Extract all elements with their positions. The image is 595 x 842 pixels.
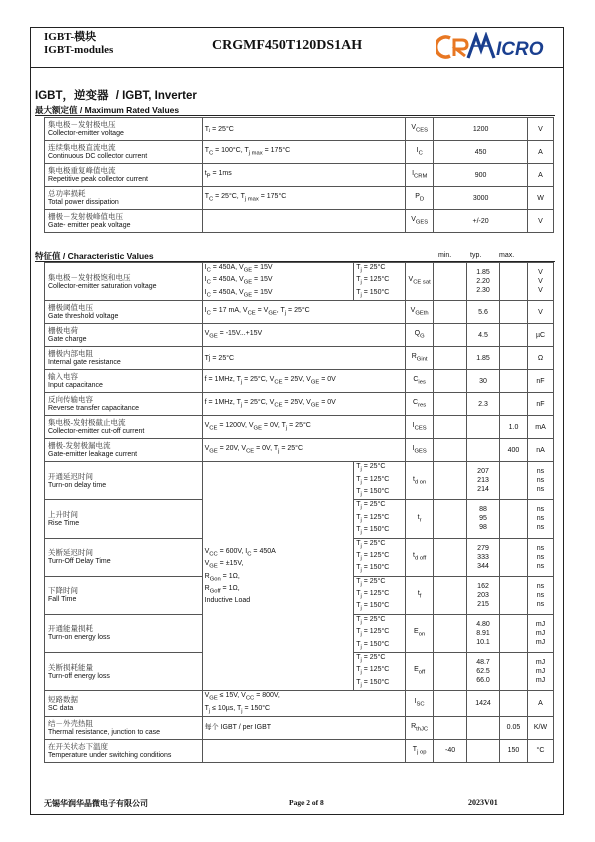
test-condition: 每个 IGBT / per IGBT — [202, 716, 406, 739]
char-title-en: / Characteristic Values — [62, 251, 154, 261]
header-divider — [30, 67, 564, 68]
param-name-cn: 集电极-发射极截止电流 — [48, 418, 126, 428]
max-value — [500, 324, 528, 347]
char-title-cn: 特征值 — [35, 251, 61, 261]
max-rated-row — [45, 187, 554, 210]
max-value — [500, 462, 528, 500]
param-name-en: Turn-on delay time — [48, 481, 107, 489]
unit: °C — [527, 739, 553, 762]
symbol: $I_{CRM}$ — [406, 164, 434, 187]
max-value: 0.05 — [500, 716, 528, 739]
typ-value: 2.3 — [467, 393, 500, 416]
value: 1200 — [434, 118, 528, 141]
symbol: $V_{GES}$ — [406, 210, 434, 233]
min-value — [434, 347, 467, 370]
typ-value: 4.80 8.91 10.1 — [467, 614, 500, 652]
param-name-cn: 上升时间 — [48, 509, 78, 519]
switching-row — [45, 462, 554, 500]
typ-value — [467, 716, 500, 739]
typ-value: 162 203 215 — [467, 576, 500, 614]
param-name — [45, 716, 203, 739]
min-value — [434, 439, 467, 462]
section-title-en: / IGBT, Inverter — [115, 90, 197, 102]
param-name-cn: 关断损耗能量 — [48, 662, 93, 672]
temperature: $T_j = 25^\circ C$ $T_j = 125^\circ C$ $T_j = 150^\circ C$ — [354, 500, 406, 538]
max-value — [500, 576, 528, 614]
part-number: CRGMF450T120DS1AH — [212, 38, 363, 53]
param-name-en: Turn-on energy loss — [48, 634, 110, 642]
param-name-cn: 栅极阈值电压 — [48, 303, 93, 313]
max-title-underline — [35, 115, 555, 116]
col-typ-header: typ. — [470, 252, 482, 259]
max-rated-table — [44, 117, 554, 233]
min-value — [434, 263, 467, 301]
min-value — [434, 416, 467, 439]
unit: V — [528, 118, 554, 141]
symbol: $t_{d on}$ — [406, 462, 434, 500]
symbol: $R_{thJC}$ — [406, 716, 434, 739]
param-name-en: Thermal resistance, junction to case — [48, 728, 161, 736]
min-value — [434, 538, 467, 576]
max-rated-row — [45, 210, 554, 233]
test-condition: $I_C = 17$ mA, $V_{CE} = V_{GE}$, $T_j = 25^\circ C$ — [202, 301, 406, 324]
symbol: $I_{GES}$ — [406, 439, 434, 462]
param-name-cn: 栅极电荷 — [48, 326, 78, 336]
max-value — [500, 500, 528, 538]
typ-value: 1424 — [467, 691, 500, 717]
test-condition: $T_C = 25^\circ C$, $T_{j max} = 175^\circ C$ — [202, 187, 406, 210]
param-name-cn: 总功率损耗 — [48, 189, 86, 198]
temperature: $T_j = 25^\circ C$ $T_j = 125^\circ C$ $T_j = 150^\circ C$ — [354, 462, 406, 500]
characteristic-row — [45, 393, 554, 416]
min-value — [434, 576, 467, 614]
temperature: $T_j = 25^\circ C$ $T_j = 125^\circ C$ $T_j = 150^\circ C$ — [354, 614, 406, 652]
max-value: 150 — [500, 739, 528, 762]
symbol: $t_f$ — [406, 576, 434, 614]
characteristic-row — [45, 347, 554, 370]
max-value — [500, 301, 528, 324]
typ-value — [467, 739, 500, 762]
max-value — [500, 347, 528, 370]
param-name — [45, 187, 203, 210]
footer-company: 无锡华润华晶微电子有限公司 — [44, 799, 148, 808]
max-value — [500, 393, 528, 416]
switching-condition: $V_{CC} = 600V$, $I_C = 450A$ $V_{GE} = \pm 15V$, $R_{Gon} = 1\Omega$, $R_{Goff} = 1\Omega$, Inductive Load — [202, 462, 354, 691]
min-value — [434, 716, 467, 739]
symbol: $I_{CES}$ — [406, 416, 434, 439]
typ-value: 48.7 62.5 66.0 — [467, 653, 500, 691]
param-name-cn: 关断延迟时间 — [48, 548, 93, 558]
characteristic-row — [45, 416, 554, 439]
characteristic-row — [45, 324, 554, 347]
param-name-cn: 集电极－发射极饱和电压 — [48, 272, 131, 282]
param-name — [45, 538, 203, 576]
characteristic-table — [44, 262, 554, 763]
max-value — [500, 653, 528, 691]
header-module-en: IGBT-modules — [44, 44, 114, 56]
typ-value — [467, 416, 500, 439]
max-value: 1.0 — [500, 416, 528, 439]
typ-value: 1.85 2.20 2.30 — [467, 263, 500, 301]
param-name-cn: 短路数据 — [48, 694, 78, 704]
param-name — [45, 614, 203, 652]
param-name-cn: 开通能量损耗 — [48, 624, 93, 634]
unit: ns ns ns — [527, 500, 553, 538]
unit: mA — [527, 416, 553, 439]
test-condition: $T_C = 100^\circ C$, $T_{j max} = 175^\circ C$ — [202, 141, 406, 164]
test-condition: Tj = 25°C — [202, 347, 406, 370]
typ-value: 30 — [467, 370, 500, 393]
min-value: -40 — [434, 739, 467, 762]
param-name — [45, 439, 203, 462]
symbol: $E_{on}$ — [406, 614, 434, 652]
param-name — [45, 301, 203, 324]
unit: ns ns ns — [527, 538, 553, 576]
typ-value: 279 333 344 — [467, 538, 500, 576]
symbol: $T_{j op}$ — [406, 739, 434, 762]
min-value — [434, 324, 467, 347]
col-max-header: max. — [499, 252, 515, 259]
symbol: $V_{CE sat}$ — [406, 263, 434, 301]
test-condition: $I_C = 450A$, $V_{GE} = 15V$ $I_C = 450A$, $V_{GE} = 15V$ $I_C = 450A$, $V_{GE} = 15V$ — [202, 263, 354, 301]
param-name-en: Gate-emitter leakage current — [48, 451, 138, 459]
min-value — [434, 614, 467, 652]
param-name — [45, 347, 203, 370]
param-name-en: Collector-emitter saturation voltage — [48, 282, 157, 290]
param-name-cn: 输入电容 — [48, 372, 78, 382]
symbol: $V_{GEth}$ — [406, 301, 434, 324]
param-name — [45, 141, 203, 164]
param-name-en: Gate charge — [48, 336, 87, 344]
characteristic-row — [45, 370, 554, 393]
test-condition: f = 1MHz, $T_j = 25^\circ C$, $V_{CE} = 25V$, $V_{GE} = 0V$ — [202, 370, 406, 393]
typ-value: 207 213 214 — [467, 462, 500, 500]
test-condition: Tⱼ = 25°C — [202, 118, 406, 141]
param-name-en: Repetitive peak collector current — [48, 176, 148, 183]
param-name — [45, 500, 203, 538]
symbol: $I_C$ — [406, 141, 434, 164]
symbol: $V_{CES}$ — [406, 118, 434, 141]
param-name — [45, 739, 203, 762]
param-name — [45, 653, 203, 691]
footer-version: 2023V01 — [468, 798, 498, 807]
symbol: $P_D$ — [406, 187, 434, 210]
param-name — [45, 393, 203, 416]
unit: Ω — [527, 347, 553, 370]
param-name-en: Internal gate resistance — [48, 359, 121, 367]
value: 900 — [434, 164, 528, 187]
section-title — [35, 87, 197, 103]
param-name-cn: 反向传输电容 — [48, 395, 93, 405]
max-title-cn: 最大额定值 — [35, 105, 78, 115]
symbol: $R_{Gint}$ — [406, 347, 434, 370]
value: 450 — [434, 141, 528, 164]
max-rated-row — [45, 164, 554, 187]
min-value — [434, 393, 467, 416]
param-name — [45, 118, 203, 141]
param-name-cn: 栅极-发射极漏电流 — [48, 441, 111, 451]
characteristic-row — [45, 739, 554, 762]
test-condition: $V_{GE} \le 15V$, $V_{CC} = 800V$, $T_j \le 10\mu s$, $T_j = 150^\circ C$ — [202, 691, 406, 717]
characteristic-row — [45, 263, 554, 301]
col-min-header: min. — [438, 252, 452, 259]
unit: A — [528, 164, 554, 187]
param-name-en: SC data — [48, 704, 74, 712]
test-condition: $V_{GE} = 20V$, $V_{CE} = 0V$, $T_j = 25^\circ C$ — [202, 439, 406, 462]
max-value — [500, 691, 528, 717]
param-name-cn: 开通延迟时间 — [48, 471, 93, 481]
test-condition: f = 1MHz, $T_j = 25^\circ C$, $V_{CE} = 25V$, $V_{GE} = 0V$ — [202, 393, 406, 416]
unit: mJ mJ mJ — [527, 653, 553, 691]
typ-value: 4.5 — [467, 324, 500, 347]
param-name-en: Collector-emitter cut-off current — [48, 428, 145, 436]
max-value — [500, 614, 528, 652]
param-name — [45, 263, 203, 301]
param-name — [45, 462, 203, 500]
unit: W — [528, 187, 554, 210]
param-name-en: Turn-off energy loss — [48, 672, 110, 680]
header-left — [44, 31, 113, 57]
param-name-cn: 下降时间 — [48, 586, 78, 596]
svg-text:ICRO: ICRO — [496, 39, 544, 60]
value: 3000 — [434, 187, 528, 210]
min-value — [434, 500, 467, 538]
typ-value: 88 95 98 — [467, 500, 500, 538]
param-name-en: Rise Time — [48, 519, 80, 527]
typ-value: 1.85 — [467, 347, 500, 370]
symbol: $t_{d off}$ — [406, 538, 434, 576]
temperature: $T_j = 25^\circ C$ $T_j = 125^\circ C$ $T_j = 150^\circ C$ — [354, 653, 406, 691]
min-value — [434, 301, 467, 324]
test-condition — [202, 739, 406, 762]
value: +/-20 — [434, 210, 528, 233]
param-name-en: Input capacitance — [48, 382, 103, 390]
unit: V — [527, 301, 553, 324]
max-value — [500, 263, 528, 301]
param-name-cn: 结－外壳热阻 — [48, 718, 93, 728]
symbol: $E_{off}$ — [406, 653, 434, 691]
symbol: $t_r$ — [406, 500, 434, 538]
min-value — [434, 462, 467, 500]
max-rated-row — [45, 141, 554, 164]
param-name-cn: 连续集电极直流电流 — [48, 143, 116, 152]
param-name-en: Temperature under switching conditions — [48, 751, 172, 759]
max-title-en: / Maximum Rated Values — [79, 105, 180, 115]
max-value — [500, 370, 528, 393]
typ-value — [467, 439, 500, 462]
param-name-en: Total power dissipation — [48, 199, 119, 206]
unit: K/W — [527, 716, 553, 739]
header-module-cn: IGBT-模块 — [44, 31, 97, 43]
param-name-en: Gate threshold voltage — [48, 313, 119, 321]
unit: nF — [527, 393, 553, 416]
param-name-cn: 集电极－发射极电压 — [48, 120, 116, 129]
param-name — [45, 370, 203, 393]
unit: nA — [527, 439, 553, 462]
test-condition: $t_P = 1ms$ — [202, 164, 406, 187]
param-name-en: Reverse transfer capacitance — [48, 405, 140, 413]
unit: ns ns ns — [527, 576, 553, 614]
characteristic-row — [45, 439, 554, 462]
characteristic-row — [45, 301, 554, 324]
max-rated-row — [45, 118, 554, 141]
unit: nF — [527, 370, 553, 393]
param-name — [45, 164, 203, 187]
temperature: $T_j = 25^\circ C$ $T_j = 125^\circ C$ $T_j = 150^\circ C$ — [354, 538, 406, 576]
unit: A — [528, 141, 554, 164]
param-name — [45, 324, 203, 347]
footer-page: Page 2 of 8 — [289, 798, 324, 807]
unit: A — [527, 691, 553, 717]
characteristic-row — [45, 716, 554, 739]
param-name-en: Fall Time — [48, 596, 77, 604]
crmicro-logo — [436, 32, 554, 62]
max-value — [500, 538, 528, 576]
temperature: $T_j = 25^\circ C$ $T_j = 125^\circ C$ $T_j = 150^\circ C$ — [354, 576, 406, 614]
param-name-cn: 栅极－发射极峰值电压 — [48, 212, 123, 221]
symbol: $C_{ies}$ — [406, 370, 434, 393]
characteristic-row — [45, 691, 554, 717]
unit: V — [528, 210, 554, 233]
min-value — [434, 370, 467, 393]
max-value: 400 — [500, 439, 528, 462]
min-value — [434, 691, 467, 717]
test-condition: $V_{CE} = 1200V$, $V_{GE} = 0V$, $T_j = 25^\circ C$ — [202, 416, 406, 439]
param-name-cn: 栅极内部电阻 — [48, 349, 93, 359]
symbol: $I_{SC}$ — [406, 691, 434, 717]
param-name — [45, 576, 203, 614]
param-name-en: Gate- emitter peak voltage — [48, 222, 131, 229]
symbol: $Q_G$ — [406, 324, 434, 347]
unit: V V V — [527, 263, 553, 301]
param-name — [45, 210, 203, 233]
param-name — [45, 691, 203, 717]
temperature: $T_j = 25^\circ C$ $T_j = 125^\circ C$ $T_j = 150^\circ C$ — [354, 263, 406, 301]
unit: µC — [527, 324, 553, 347]
symbol: $C_{res}$ — [406, 393, 434, 416]
min-value — [434, 653, 467, 691]
section-title-cn: IGBT，逆变器 — [35, 90, 109, 102]
param-name-cn: 在开关状态下温度 — [48, 741, 108, 751]
param-name-en: Turn-Off Delay Time — [48, 558, 111, 566]
test-condition: $V_{GE} = -15V...+15V$ — [202, 324, 406, 347]
test-condition — [202, 210, 406, 233]
unit: ns ns ns — [527, 462, 553, 500]
param-name-en: Collector-emitter voltage — [48, 130, 124, 137]
param-name — [45, 416, 203, 439]
param-name-en: Continuous DC collector current — [48, 153, 148, 160]
typ-value: 5.6 — [467, 301, 500, 324]
unit: mJ mJ mJ — [527, 614, 553, 652]
param-name-cn: 集电极重复峰值电流 — [48, 166, 116, 175]
